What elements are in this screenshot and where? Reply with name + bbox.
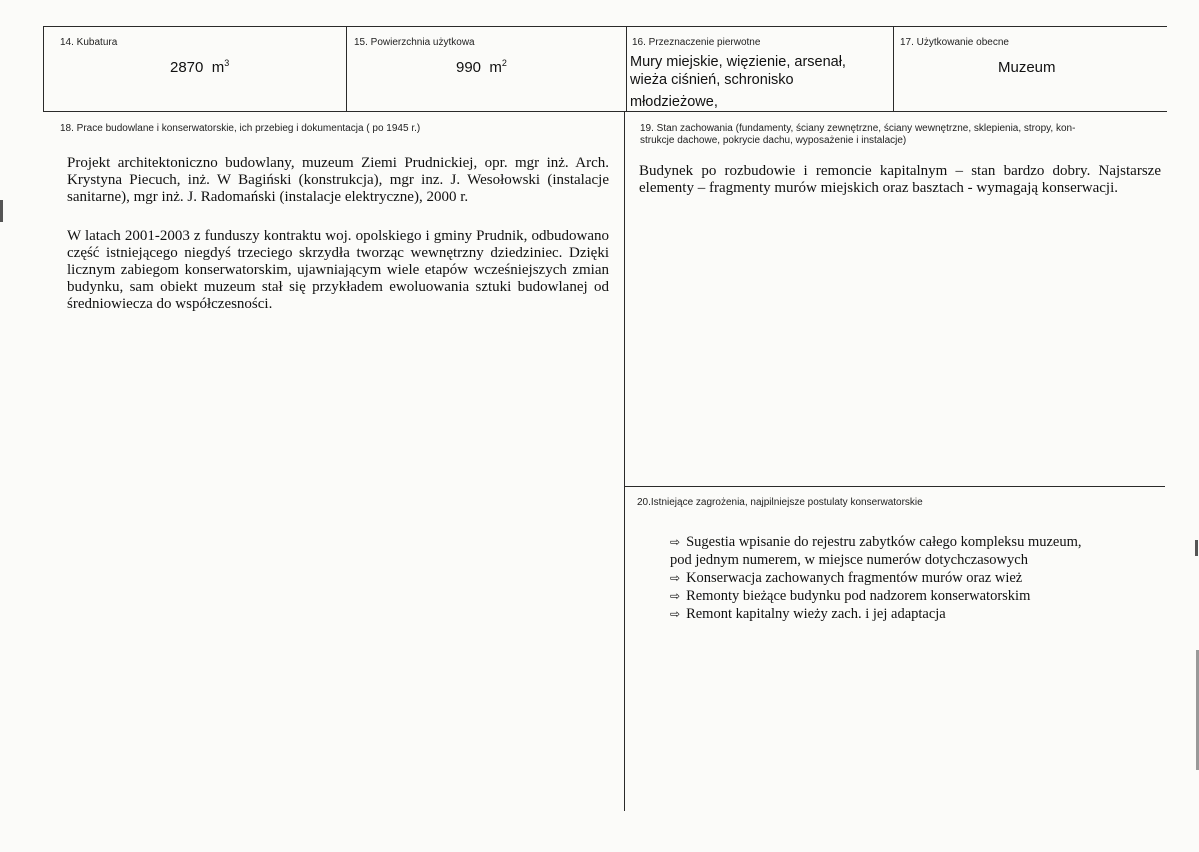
volume-number: 2870 [170, 59, 204, 76]
field-18-paragraph-1: Projekt architektoniczno budowlany, muzeum Ziemi Prudnickiej, opr. mgr inż. Arch. Krystyna Piecuch, inż. W Bagiński (konstrukcja), mgr inz. J. Wesołowski (instalacje sanitarne), mgr inż. J. Radomański (instalacje elektryczne), 2000 r. [67, 155, 609, 205]
col-divider-15-16 [626, 26, 627, 112]
bullet-item [670, 569, 1150, 587]
bullet-text: Remonty bieżące budynku pod nadzorem konserwatorskim [686, 588, 1031, 604]
original-purpose-line: młodzieżowe, [630, 94, 718, 110]
field-19-text: Budynek po rozbudowie i remoncie kapitalnym – stan bardzo dobry. Najstarsze elementy – fragmenty murów miejskich oraz basztach - wymagają konserwacji. [639, 163, 1161, 196]
right-arrow-icon: ⇨ [670, 535, 681, 549]
bullet-item [670, 605, 1150, 623]
volume-unit-exponent: 3 [224, 58, 230, 68]
field-16-value [630, 53, 846, 111]
field-17-value: Muzeum [998, 59, 1056, 76]
field-16-label: 16. Przeznaczenie pierwotne [632, 37, 761, 48]
scan-mark [1195, 540, 1198, 556]
field-19-label [640, 123, 1075, 147]
section-divider-19-20 [625, 486, 1165, 487]
area-unit: m [489, 59, 502, 76]
scan-mark [0, 200, 3, 222]
col-divider-14-15 [346, 26, 347, 112]
field-15-label: 15. Powierzchnia użytkowa [354, 37, 475, 48]
area-number: 990 [456, 59, 482, 76]
field-20-label: 20.Istniejące zagrożenia, najpilniejsze postulaty konserwatorskie [637, 497, 923, 508]
volume-unit: m [211, 59, 225, 76]
field-18-label: 18. Prace budowlane i konserwatorskie, ich przebieg i dokumentacja ( po 1945 r.) [60, 123, 421, 134]
bullet-item [670, 533, 1150, 551]
bullet-text: Remont kapitalny wieży zach. i jej adaptacja [686, 606, 946, 622]
field-15-value [456, 58, 507, 76]
right-arrow-icon: ⇨ [670, 607, 681, 621]
field-14-value [170, 58, 229, 76]
top-rule [43, 26, 1167, 27]
row-divider [43, 111, 1167, 112]
original-purpose-line: Mury miejskie, więzienie, arsenał, [630, 54, 846, 70]
col-divider-16-17 [893, 26, 894, 112]
bullet-text: Sugestia wpisanie do rejestru zabytków całego kompleksu muzeum, [686, 534, 1082, 550]
original-purpose-line: wieża ciśnień, schronisko [630, 72, 794, 88]
middle-divider [624, 111, 625, 811]
bullet-item [670, 587, 1150, 605]
field-20-bullets [670, 533, 1150, 623]
bullet-item-continuation: pod jednym numerem, w miejsce numerów dotychczasowych [670, 552, 1028, 568]
right-arrow-icon: ⇨ [670, 589, 681, 603]
bullet-text: Konserwacja zachowanych fragmentów murów oraz wież [686, 570, 1023, 586]
right-arrow-icon: ⇨ [670, 571, 681, 585]
field-19-label-line: 19. Stan zachowania (fundamenty, ściany zewnętrzne, ściany wewnętrzne, sklepienia, stropy, kon- [640, 123, 1076, 134]
field-14-label: 14. Kubatura [60, 37, 118, 48]
field-19-label-line: strukcje dachowe, pokrycie dachu, wyposażenie i instalacje) [640, 135, 907, 146]
field-18-paragraph-2: W latach 2001-2003 z funduszy kontraktu woj. opolskiego i gminy Prudnik, odbudowano część istniejącego niegdyś trzeciego skrzydła tworząc wewnętrzny dziedziniec. Dzięki licznym zabiegom konserwatorskim, ujawniającym wiele etapów wcześniejszych zmian budynku, sam obiekt muzeum stał się przykładem ewoluowania sztuki budowlanej od średniowiecza do współczesności. [67, 228, 609, 312]
field-17-label: 17. Użytkowanie obecne [900, 37, 1009, 48]
area-unit-exponent: 2 [501, 58, 507, 68]
left-border [43, 26, 44, 112]
